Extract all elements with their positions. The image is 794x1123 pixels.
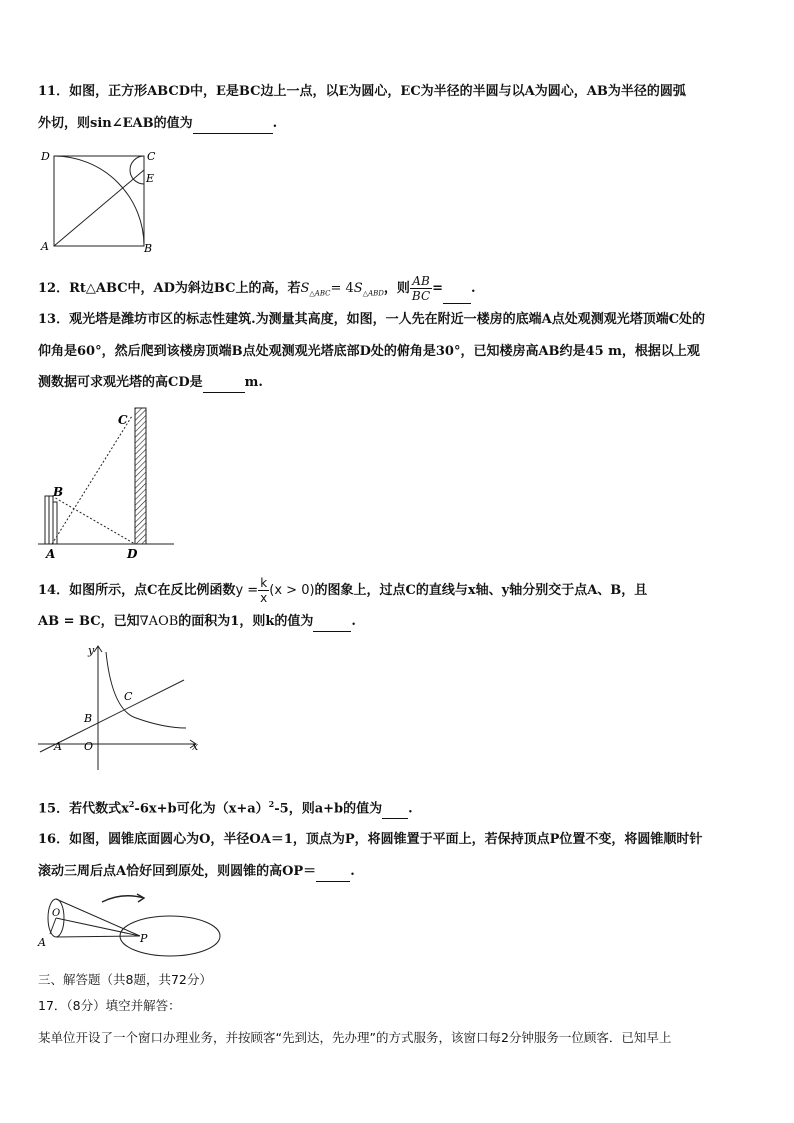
q12-end: . — [471, 281, 476, 296]
q12-s1: S — [300, 281, 310, 296]
segment-oa — [50, 918, 56, 934]
q16-line2: 滚动三周后点A恰好回到原处，则圆锥的高OP＝ — [38, 864, 317, 879]
segment-op — [56, 918, 140, 936]
label-b: B — [84, 712, 93, 725]
q11-square-figure — [38, 146, 158, 254]
label-e: E — [146, 172, 155, 185]
cone-lower-edge — [56, 936, 140, 937]
building-left — [45, 496, 49, 544]
q12-eq: = 4 — [330, 281, 354, 296]
q14-post: 的图象上，过点C的直线与x轴、y轴分别交于点A、B，且 — [314, 583, 648, 598]
label-b: B — [53, 485, 64, 499]
q11-end: . — [272, 116, 278, 131]
label-y: y — [88, 644, 95, 657]
label-a: A — [46, 547, 56, 561]
label-a: A — [41, 240, 49, 253]
q14-den: x — [260, 591, 268, 605]
q12-s2: S — [353, 281, 363, 296]
q16-end: . — [350, 864, 355, 879]
label-c: C — [124, 690, 133, 703]
line-bd — [52, 496, 135, 544]
q12-sub2: △ABD — [362, 289, 384, 298]
q12-den: BC — [411, 289, 431, 303]
q14-pre: 14．如图所示，点C在反比例函数 — [38, 583, 236, 598]
building-right — [53, 502, 57, 544]
q16-answer-blank — [316, 867, 350, 882]
label-a: A — [54, 740, 62, 753]
q15-end: . — [408, 801, 413, 817]
q17-text-line2: 某单位开设了一个窗口办理业务，并按顾客“先到达，先办理”的方式服务，该窗口每2分钟服务一位顾客．已知早上 — [38, 1030, 672, 1045]
q11-text-line2 — [38, 114, 277, 134]
q14-text-line1 — [38, 576, 647, 605]
q11-line2-text: 外切，则sin∠EAB的值为 — [38, 116, 193, 131]
q12-mid: ，则 — [383, 281, 410, 296]
q12-text — [38, 274, 476, 304]
q15-pre: 15．若代数式x — [38, 801, 129, 817]
cone-upper-edge — [56, 899, 140, 936]
line-ae — [54, 170, 144, 246]
q14-answer-blank — [313, 617, 351, 632]
rotation-arrowhead — [137, 894, 144, 902]
q15-text — [38, 794, 413, 819]
q12-post: = — [432, 281, 444, 296]
q12-pre: 12．Rt△ABC中，AD为斜边BC上的高，若 — [38, 281, 301, 296]
q12-sub1: △ABC — [309, 289, 331, 298]
q15-sup2: 2 — [268, 799, 275, 809]
label-o: O — [84, 740, 94, 753]
q15-answer-blank — [382, 804, 408, 819]
q13-text-line3 — [38, 373, 263, 393]
q13-line3b: m. — [244, 375, 263, 390]
q13-tower-figure — [38, 404, 178, 564]
q16-cone-figure — [36, 890, 224, 960]
q13-line3a: 测数据可求观光塔的高CD是 — [38, 375, 203, 390]
q15-post: -5，则a+b的值为 — [274, 801, 383, 817]
q14-end: . — [351, 614, 356, 629]
q14-y: y = — [235, 583, 259, 598]
q14-line2a: AB = BC，已知 — [38, 614, 140, 629]
label-c: C — [147, 150, 156, 163]
label-c: C — [118, 413, 128, 427]
label-x: x — [192, 740, 199, 753]
q14-tri: ∇AOB — [139, 614, 179, 629]
label-o: O — [52, 908, 61, 919]
q16-text-line2 — [38, 862, 355, 882]
q14-text-line2 — [38, 612, 356, 632]
q11-answer-blank — [193, 119, 273, 134]
label-a: A — [38, 936, 46, 949]
rotation-arrow-arc — [102, 896, 144, 902]
section-3-heading: 三、解答题（共8题，共72分） — [38, 972, 212, 987]
q15-sup1: 2 — [128, 799, 135, 809]
q12-answer-blank — [443, 289, 471, 304]
q15-mid: -6x+b可化为（x+a） — [134, 801, 269, 817]
q14-num: k — [258, 576, 269, 591]
q14-fraction — [258, 576, 269, 605]
q14-line2b: 的面积为1，则k的值为 — [178, 614, 314, 629]
q16-text-line1: 16．如图，圆锥底面圆心为O，半径OA＝1，顶点为P，将圆锥置于平面上，若保持顶点P位置不变，将圆锥顺时针 — [38, 832, 703, 847]
q12-num: AB — [410, 274, 432, 289]
label-d: D — [127, 547, 138, 561]
q13-answer-blank — [203, 378, 245, 393]
q12-fraction — [410, 274, 432, 303]
q13-text-line2: 仰角是60°，然后爬到该楼房顶端B点处观测观光塔底部D处的俯角是30°，已知楼房高AB约是45 m，根据以上观 — [38, 344, 700, 359]
q11-text-line1: 11．如图，正方形ABCD中，E是BC边上一点，以E为圆心，EC为半径的半圆与以A为圆心，AB为半径的圆弧 — [38, 84, 686, 99]
label-b: B — [144, 242, 153, 254]
q14-cond: (x > 0) — [269, 583, 315, 598]
q17-heading: 17．（8分）填空并解答： — [38, 998, 181, 1013]
q14-graph-figure — [36, 640, 206, 774]
q13-text-line1: 13．观光塔是潍坊市区的标志性建筑.为测量其高度，如图，一人先在附近一楼房的底端A点处观测观光塔顶端C处的 — [38, 312, 706, 327]
label-d: D — [41, 150, 50, 163]
line-ac — [52, 416, 132, 544]
tower-cd — [135, 408, 146, 544]
hyperbola-curve — [106, 652, 186, 728]
building-mid — [49, 496, 53, 544]
label-p: P — [140, 932, 148, 945]
